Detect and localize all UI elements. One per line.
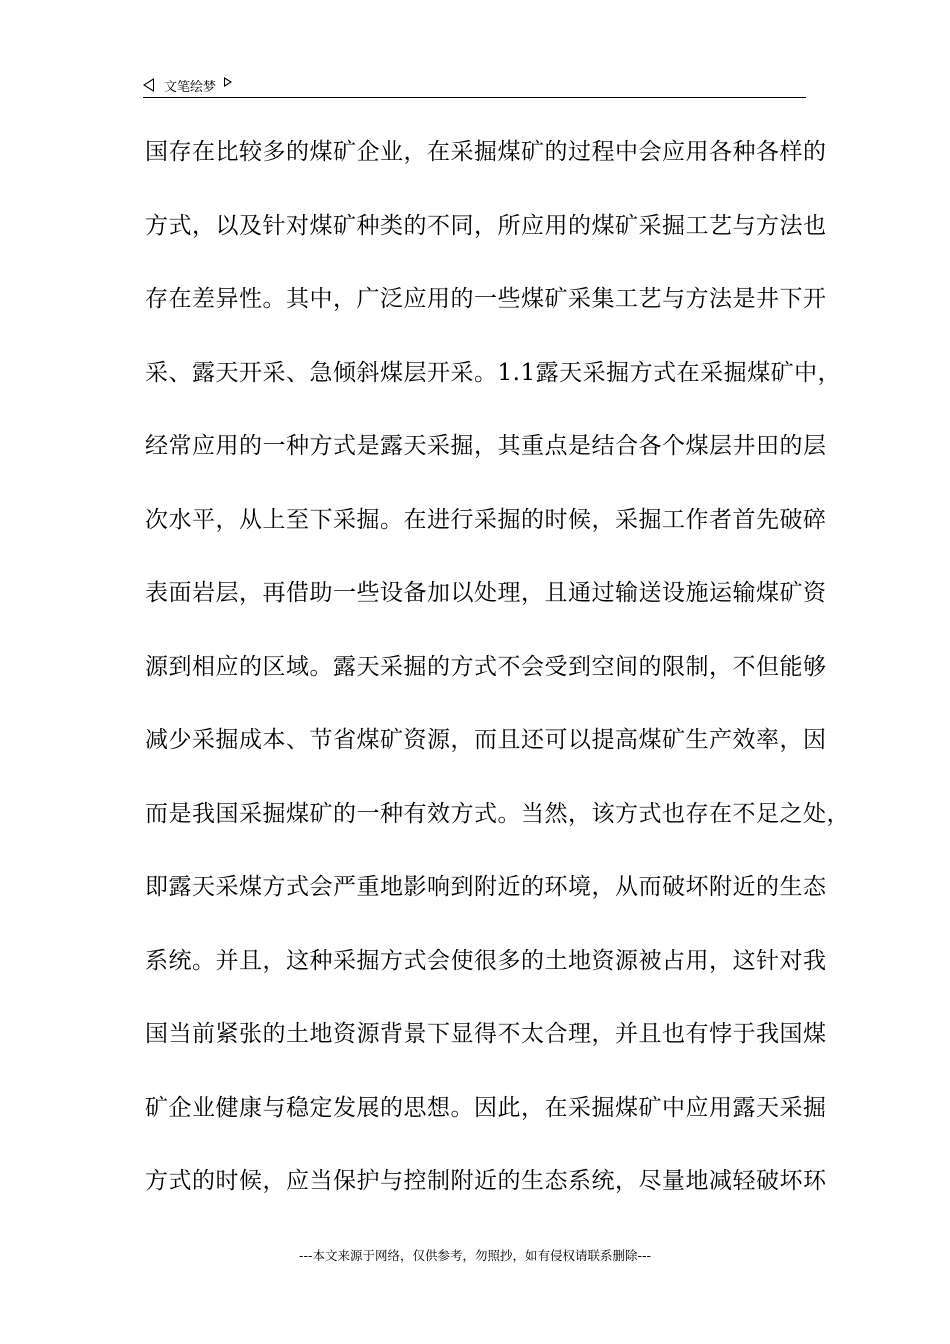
text-line: 经常应用的一种方式是露天采掘，其重点是结合各个煤层井田的层 [145, 433, 827, 459]
text-line: 即露天采煤方式会严重地影响到附近的环境，从而破坏附近的生态 [145, 874, 827, 900]
text-line: 国存在比较多的煤矿企业，在采掘煤矿的过程中会应用各种各样的 [145, 139, 827, 165]
header-title: 文笔绘梦 [164, 79, 217, 95]
text-line: 采、露天开采、急倾斜煤层开采。1.1露天采掘方式在采掘煤矿中， [145, 359, 842, 386]
text-line: 方式的时候，应当保护与控制附近的生态系统，尽量地减轻破坏环 [145, 1168, 827, 1194]
text-line: 系统。并且，这种采掘方式会使很多的土地资源被占用，这针对我 [145, 947, 827, 974]
text-line: 方式，以及针对煤矿种类的不同，所应用的煤矿采掘工艺与方法也 [145, 212, 827, 239]
body-text [145, 128, 850, 1231]
text-line: 减少采掘成本、节省煤矿资源，而且还可以提高煤矿生产效率，因 [145, 727, 827, 753]
page-header [143, 72, 806, 98]
page-footer: ---本文来源于网络，仅供参考，勿照抄，如有侵权请联系删除--- [298, 1248, 652, 1263]
triangle-left-icon [143, 78, 154, 92]
triangle-right-icon [224, 77, 232, 87]
header-divider [143, 97, 806, 98]
text-line: 存在差异性。其中，广泛应用的一些煤矿采集工艺与方法是井下开 [145, 286, 827, 312]
text-line: 而是我国采掘煤矿的一种有效方式。当然，该方式也存在不足之处， [145, 800, 850, 827]
text-line: 国当前紧张的土地资源背景下显得不太合理，并且也有悖于我国煤 [145, 1021, 827, 1047]
text-line: 次水平，从上至下采掘。在进行采掘的时候，采掘工作者首先破碎 [145, 506, 827, 533]
text-line: 表面岩层，再借助一些设备加以处理，且通过输送设施运输煤矿资 [145, 580, 827, 606]
text-line: 矿企业健康与稳定发展的思想。因此，在采掘煤矿中应用露天采掘 [145, 1094, 827, 1121]
text-line: 源到相应的区域。露天采掘的方式不会受到空间的限制，不但能够 [145, 653, 827, 680]
